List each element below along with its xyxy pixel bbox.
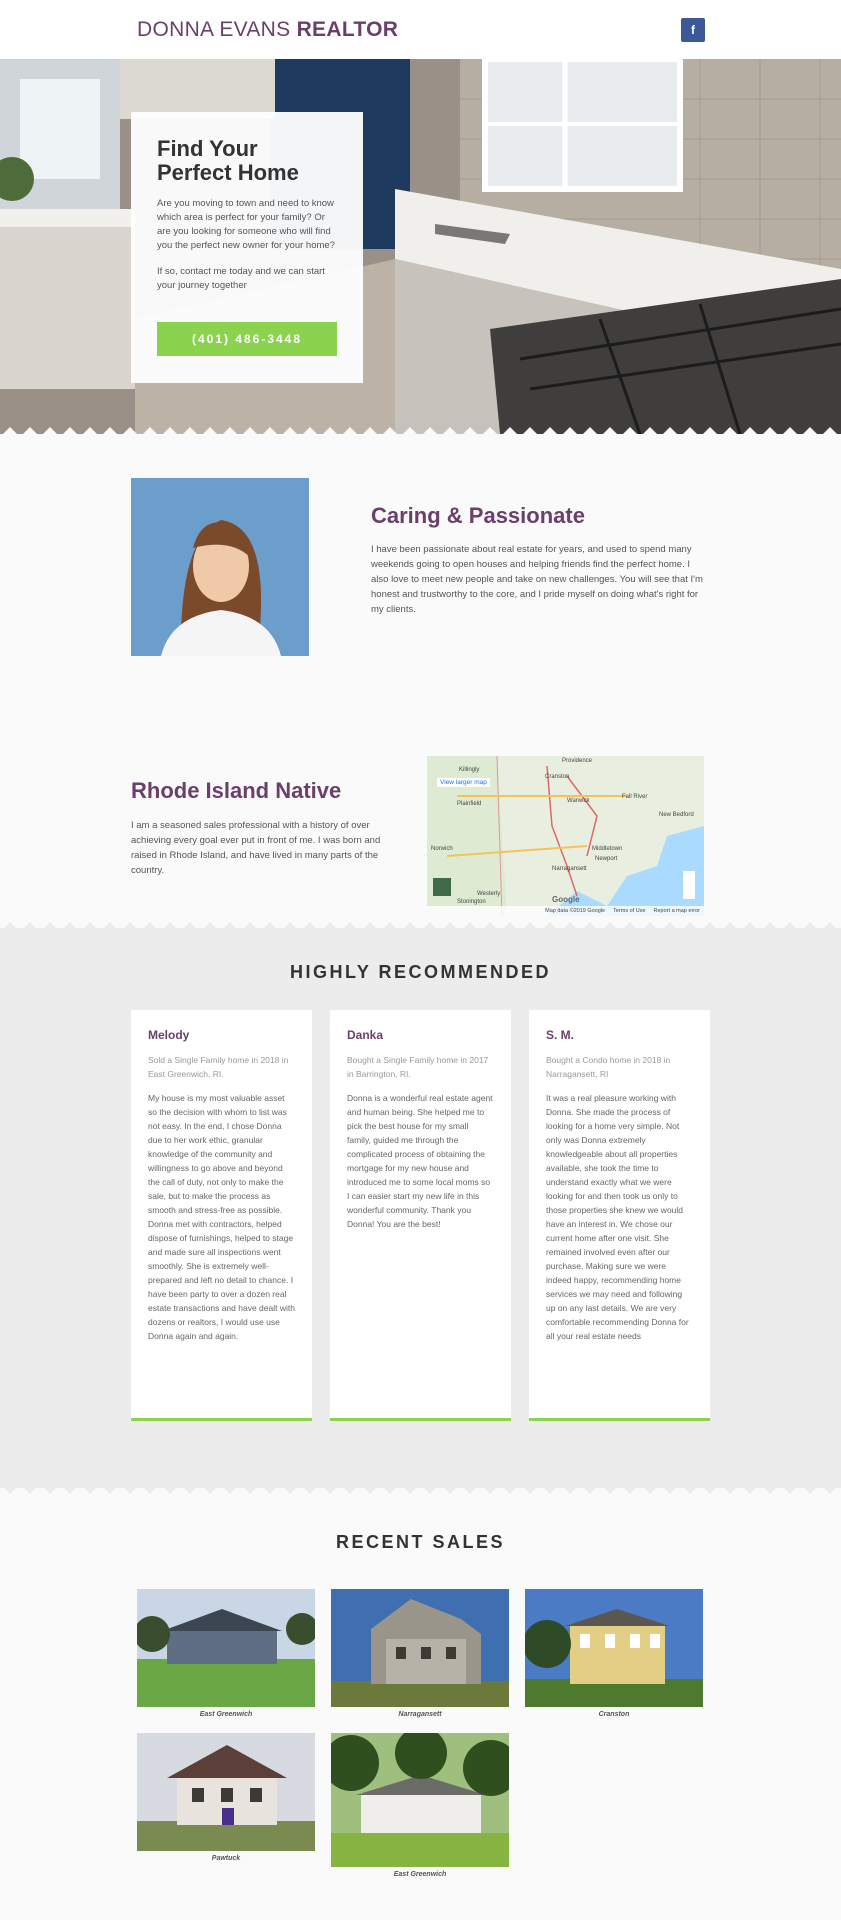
hero-intro: Are you moving to town and need to know which area is perfect for your family? Or are you looking for someone who will find you the perfect new owner for your home? (157, 198, 335, 251)
site-logo[interactable] (137, 18, 398, 42)
sale-item[interactable] (137, 1733, 315, 1862)
testimonial-meta: Bought a Condo home in 2018 in Narragansett, RI (546, 1055, 671, 1079)
testimonial-card (330, 1010, 511, 1421)
about-title: Caring & Passionate (371, 503, 585, 528)
sale-item[interactable] (525, 1589, 703, 1718)
map-label: Plainfield (457, 801, 482, 807)
testimonial-meta: Bought a Single Family home in 2017 in Barrington, RI. (347, 1055, 489, 1079)
testimonial-card (131, 1010, 312, 1421)
recent-sales-title: RECENT SALES (335, 1532, 506, 1552)
sale-caption: Narragansett (398, 1711, 442, 1718)
house-photo (331, 1733, 509, 1867)
map-label: Narragansett (552, 866, 587, 872)
sale-item[interactable] (331, 1589, 509, 1718)
map-label: Westerly (477, 891, 501, 897)
site-header (0, 0, 841, 59)
phone-button[interactable]: (401) 486-3448 (157, 322, 337, 356)
native-title: Rhode Island Native (131, 778, 342, 803)
house-photo (331, 1589, 509, 1707)
map-footer (427, 906, 704, 916)
google-logo: Google (552, 895, 580, 904)
recommended-title: HIGHLY RECOMMENDED (289, 962, 552, 982)
testimonial-card (529, 1010, 710, 1421)
map-report-link[interactable]: Report a map error (653, 908, 700, 914)
location-map[interactable] (427, 756, 704, 916)
sale-item[interactable] (137, 1589, 315, 1718)
testimonial-name: Danka (347, 1028, 384, 1042)
rec-bottom-zigzag (0, 1484, 841, 1496)
sale-caption: Pawtuck (211, 1855, 241, 1862)
view-larger-map-link[interactable]: View larger map (437, 778, 490, 787)
house-photo (525, 1589, 703, 1707)
house-photo (137, 1733, 315, 1851)
testimonial-body: It was a real pleasure working with Donna. She made the process of looking for a home very simple. Not only was Donna extremely knowledgeable about all properties available, she took the time to understand exactly what we were looking for and then took us only to those properties she knew we would have an interest in. We chose our current home after one visit. She remained involved even after our purchase. Making sure we were indeed happy, recommending home services we may need and following up on any last details. We are very comfortable recommending Donna for all your real estate needs (546, 1093, 689, 1341)
sale-item[interactable] (331, 1733, 509, 1878)
about-text: I have been passionate about real estate for years, and used to spend many weekends going to open houses and helping friends find the perfect home. I also love to meet new people and take on new challenges. You will see that I'm honest and trustworthy to the core, and I pride myself on doing what's right for my clients. (371, 544, 703, 615)
map-label: Providence (562, 758, 593, 764)
facebook-icon[interactable]: f (681, 18, 705, 42)
kitchen-background-image (0, 59, 841, 434)
hero-section (0, 59, 841, 434)
sale-caption: Cranston (598, 1711, 630, 1718)
map-label: Newport (595, 856, 618, 862)
map-label: Warwick (567, 798, 590, 804)
testimonial-name: Melody (148, 1028, 190, 1042)
testimonial-meta: Sold a Single Family home in 2018 in East Greenwich, RI. (148, 1055, 289, 1079)
brand-title: REALTOR (296, 18, 399, 41)
brand-name: DONNA EVANS (137, 18, 291, 41)
hero-title: Find Your Perfect Home (157, 136, 299, 185)
testimonial-body: Donna is a wonderful real estate agent and human being. She helped me to pick the best house for my small family, guided me through the complicated process of obtaining the mortgage for my new house and introduced me to some local moms so I can easier start my new life in this wonderful community. Thank you Donna! You are the best! (347, 1093, 493, 1229)
map-label: Killingly (459, 767, 480, 773)
map-label: Norwich (431, 846, 453, 852)
map-label: Fall River (622, 794, 648, 800)
map-label: Stonington (457, 899, 486, 905)
sale-caption: East Greenwich (199, 1711, 253, 1718)
map-label: Cranston (545, 774, 570, 780)
rec-top-zigzag (0, 920, 841, 932)
testimonial-body: My house is my most valuable asset so the decision with whom to list was not easy. In the end, I chose Donna due to her work ethic, granular knowledge of the community and willingness to go above and beyond the call of duty, not only to make the sale, but to make the process as smooth and stress-free as possible. Donna met with contractors, helped dispose of furnishings, helped to stage and made sure all inspections went smoothly. She is extremely well-prepared and left no detail to chance. I have been party to over a dozen real estate transactions and have dealt with dozens or realtors, I would use use Donna again and again. (148, 1093, 295, 1341)
hero-card (131, 112, 363, 383)
map-label: Middletown (592, 846, 623, 852)
realtor-portrait (131, 478, 309, 656)
native-text: I am a seasoned sales professional with a history of over achieving every goal ever put in front of me. I was born and raised in Rhode Island, and have lived in many parts of the country. (131, 820, 381, 876)
map-terms-link[interactable]: Terms of Use (613, 908, 646, 914)
sale-caption: East Greenwich (393, 1871, 447, 1878)
house-photo (137, 1589, 315, 1707)
testimonial-name: S. M. (546, 1028, 575, 1042)
hero-zigzag-divider (0, 425, 841, 437)
map-attribution: Map data ©2019 Google (545, 908, 606, 914)
hero-cta-text: If so, contact me today and we can start your journey together (157, 266, 325, 291)
map-label: New Bedford (659, 812, 694, 818)
